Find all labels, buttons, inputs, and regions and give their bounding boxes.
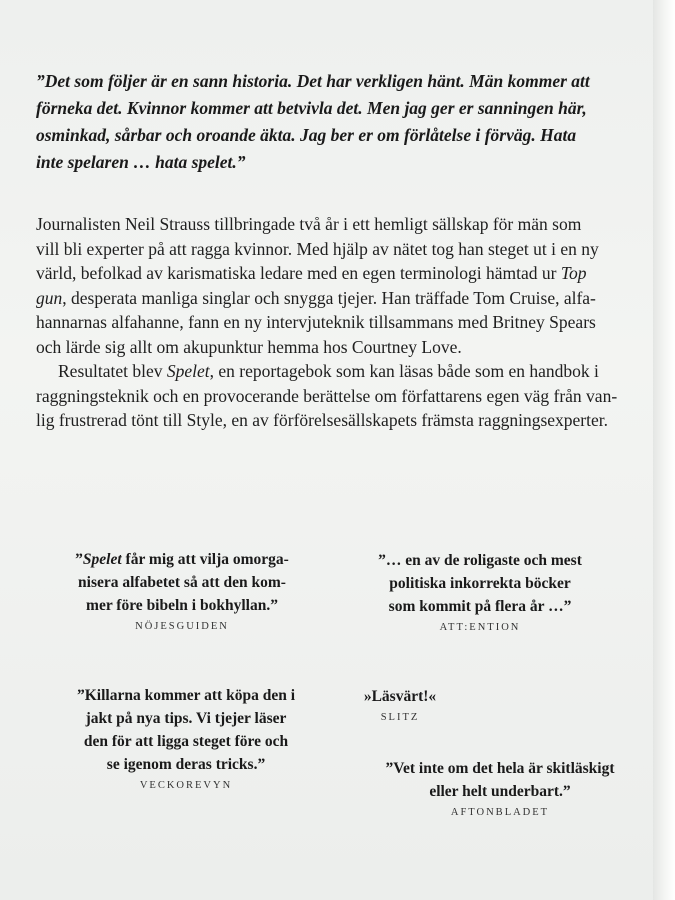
quote-line: jakt på nya tips. Vi tjejer läser [85, 710, 287, 727]
quote-line: ”Vet inte om det hela är skitläskigt [385, 760, 615, 777]
review-blurb-slitz [340, 685, 460, 723]
quote-line: nisera alfabetet så att den kom- [78, 574, 286, 591]
text-line: värld, befolkad av karismatiska ledare med en egen terminologi hämtad ur [36, 263, 561, 283]
quote-line: se igenom deras tricks.” [106, 756, 266, 773]
quote-line: som kommit på flera år …” [388, 598, 572, 615]
text-line: Journalisten Neil Strauss tillbringade två år i ett hemligt sällskap för män som [36, 214, 582, 234]
review-quote: »Läsvärt!« [363, 688, 437, 705]
title-italic: Spelet [166, 361, 210, 381]
review-quote [330, 549, 630, 618]
quote-line: eller helt underbart.” [429, 783, 571, 800]
review-source: ATT:ENTION [439, 622, 521, 633]
quote-mark: ” [75, 551, 83, 568]
epigraph-line: inte spelaren … hata spelet.” [36, 152, 246, 172]
review-blurb-veckorevyn [36, 684, 336, 791]
quote-line: ”Killarna kommer att köpa den i [76, 687, 295, 704]
review-source: NÖJESGUIDEN [135, 621, 229, 632]
review-quote [32, 548, 332, 617]
text-line: vill bli experter på att ragga kvinnor. Med hjälp av nätet tog han steget ut i en ny [36, 238, 599, 259]
description-paragraph-2 [36, 359, 638, 433]
quote-line: politiska inkorrekta böcker [389, 575, 571, 592]
review-source: SLITZ [380, 712, 420, 723]
cover-edge [653, 0, 675, 900]
review-quote [36, 684, 336, 776]
epigraph-line: förneka det. Kvinnor kommer att betvivla det. Men jag ger er sanningen här, [36, 98, 587, 118]
text-line: och lärde sig allt om akupunktur hemma hos Courtney Love. [36, 336, 462, 357]
review-blurb-aftonbladet [350, 757, 650, 818]
review-quote [350, 757, 650, 803]
title-italic: Spelet [82, 551, 122, 568]
text-line: Resultatet blev [58, 361, 167, 381]
epigraph-line: ”Det som följer är en sann historia. Det har verkligen hänt. Män kommer att [36, 71, 590, 91]
title-italic: Top [560, 263, 587, 283]
epigraph-quote [36, 68, 636, 176]
review-source: VECKOREVYN [139, 780, 233, 791]
description-paragraph-1 [36, 212, 638, 359]
quote-line: mer före bibeln i bokhyllan.” [86, 597, 278, 614]
epigraph-line: osminkad, sårbar och oroande äkta. Jag ber er om förlåtelse i förväg. Hata [36, 125, 577, 145]
review-source: AFTONBLADET [450, 807, 550, 818]
quote-line: får mig att vilja omorga- [121, 551, 289, 568]
text-line: lig frustrerad tönt till Style, en av förförelsesällskapets främsta raggningsexperter. [36, 410, 608, 430]
review-blurb-attention [330, 549, 630, 633]
review-blurb-nojesguiden [32, 548, 332, 632]
text-line: , en reportagebok som kan läsas både som en handbok i [209, 361, 599, 381]
text-line: raggningsteknik och en provocerande berättelse om författarens egen väg från van- [36, 385, 618, 406]
quote-line: ”… en av de roligaste och mest [378, 552, 582, 569]
book-description [36, 212, 638, 433]
text-line: , desperata manliga singlar och snygga tjejer. Han träffade Tom Cruise, alfa- [62, 287, 596, 308]
quote-line: den för att ligga steget före och [83, 733, 289, 750]
text-line: hannarnas alfahanne, fann en ny intervjuteknik tillsammans med Britney Spears [36, 312, 596, 332]
title-italic: gun [36, 287, 63, 308]
